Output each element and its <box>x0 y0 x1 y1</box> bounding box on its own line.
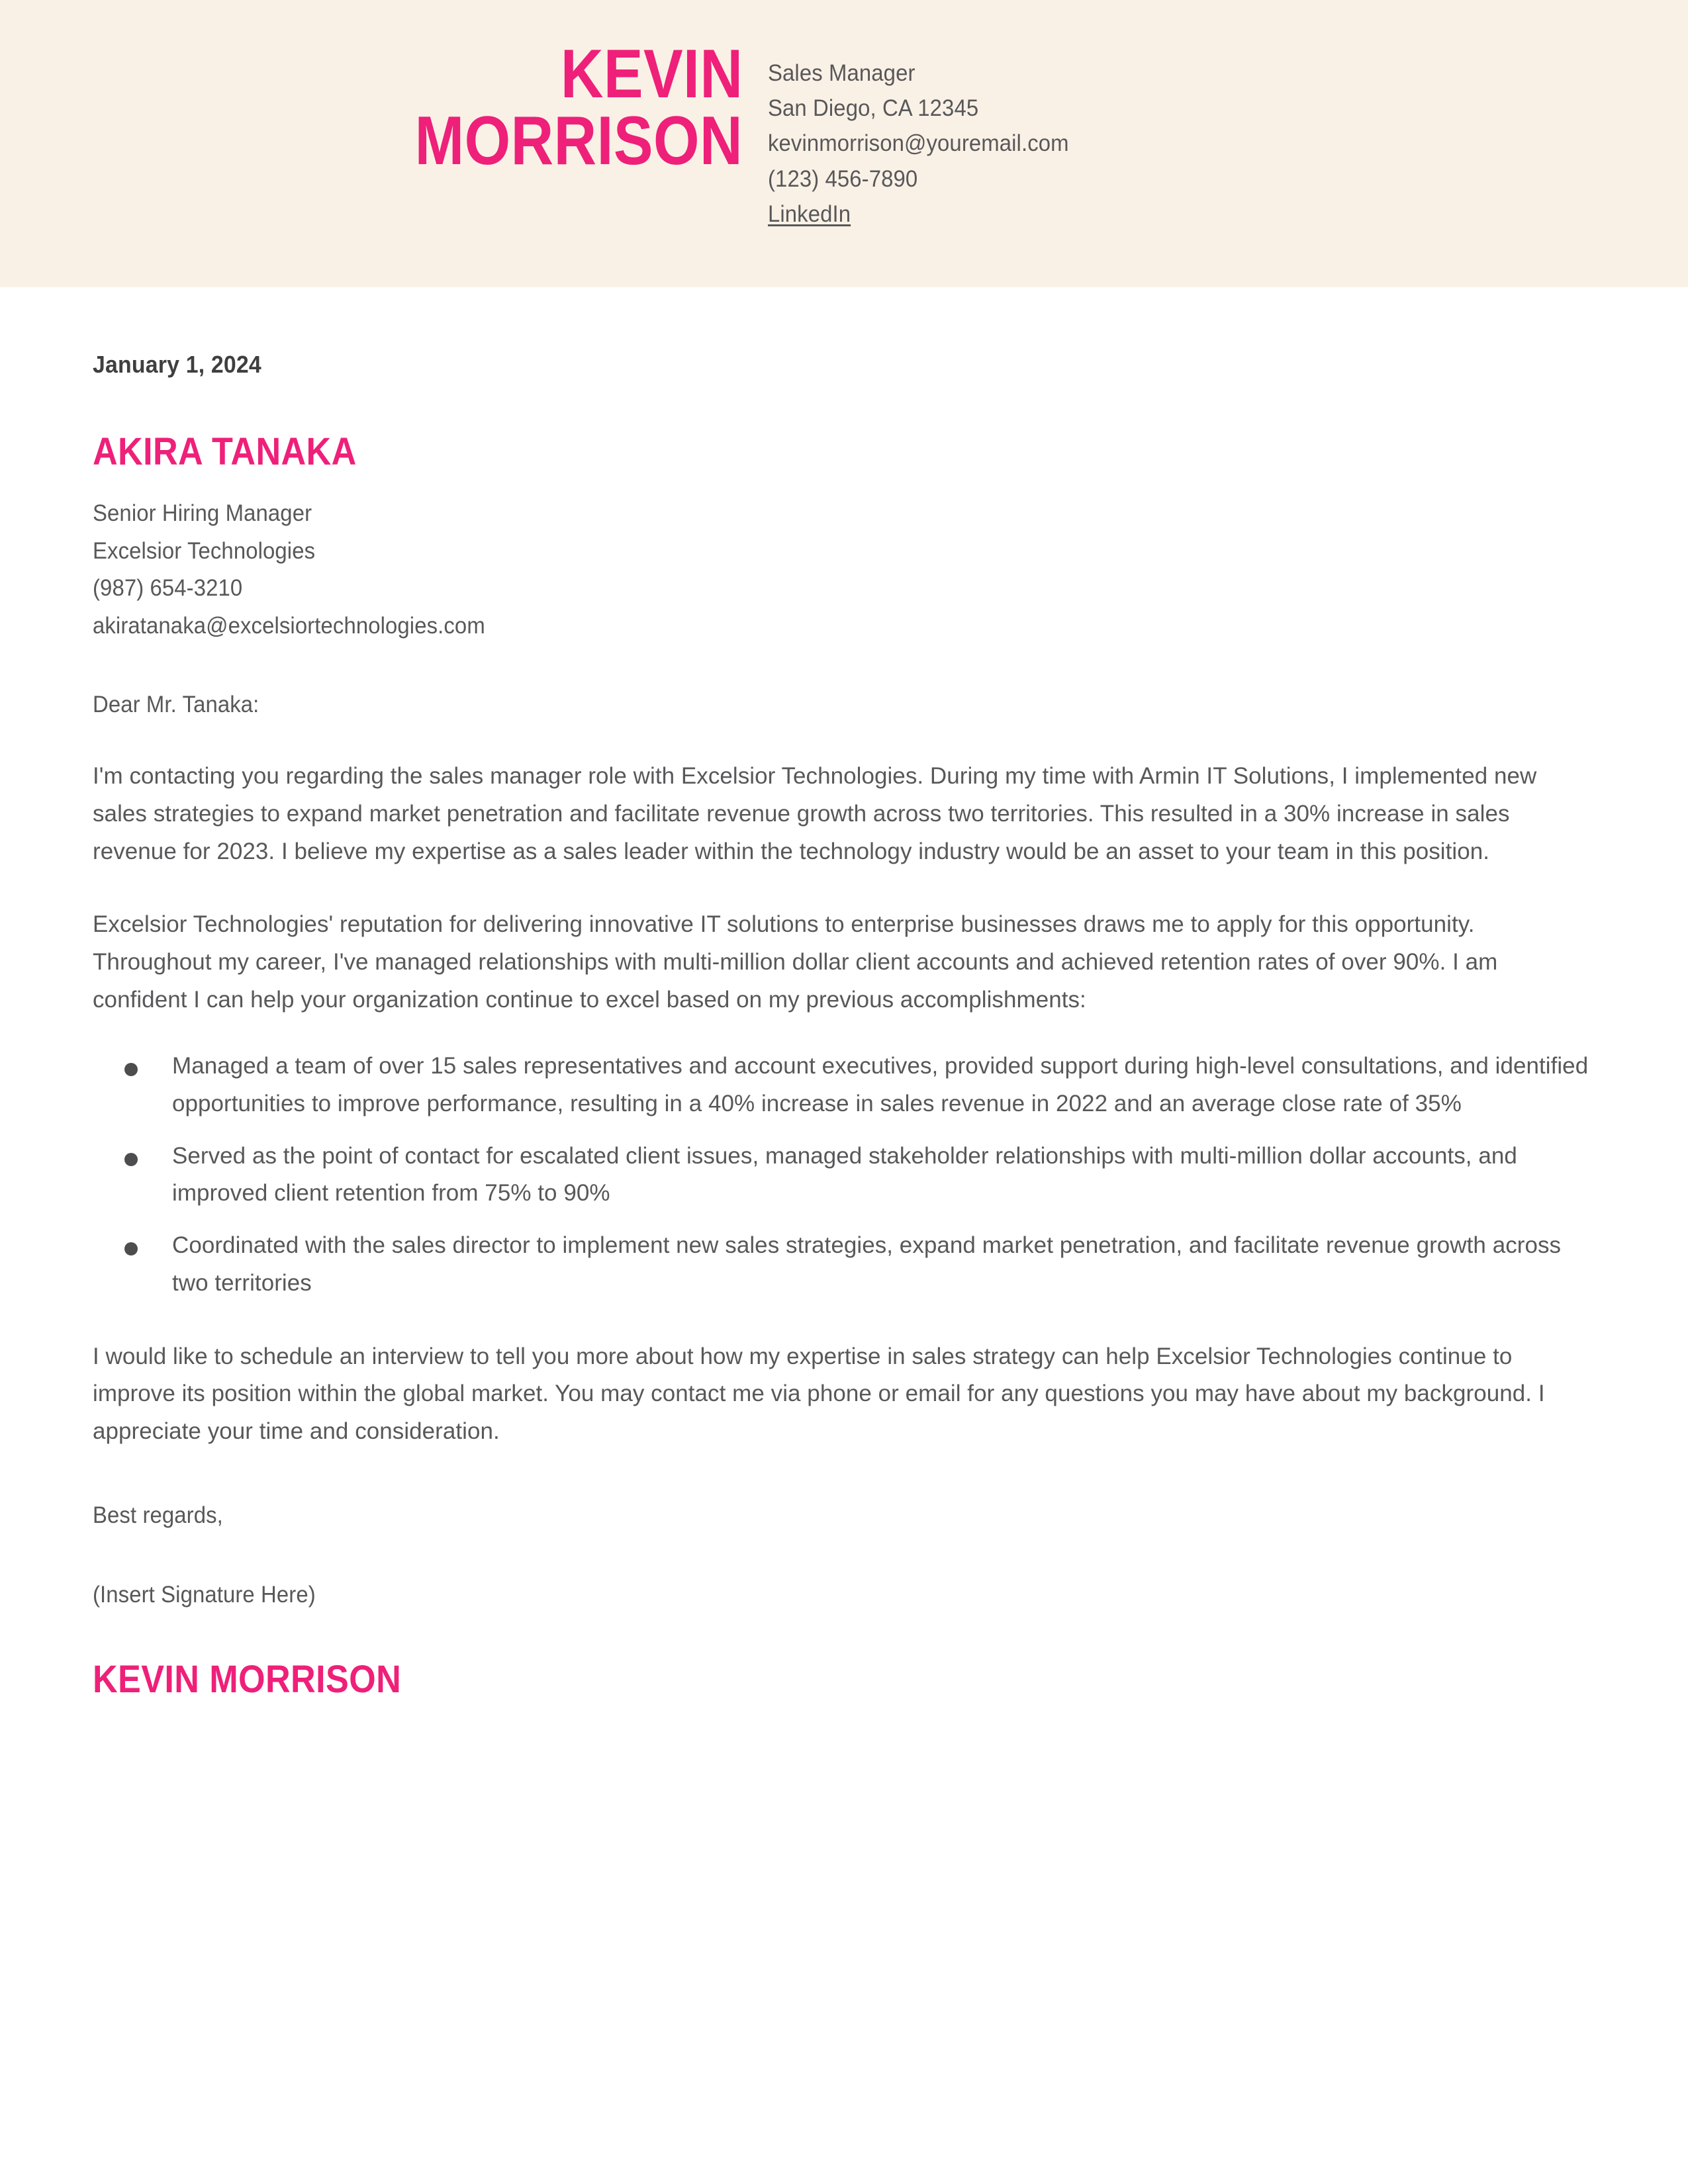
signature-name: KEVIN MORRISON <box>93 1657 402 1701</box>
recipient-phone: (987) 654-3210 <box>93 575 243 602</box>
letter-body <box>0 287 1688 1699</box>
bullet-dot-icon <box>124 1153 138 1166</box>
body-paragraph-3: I would like to schedule an interview to tell you more about how my expertise in sales strategy can help Excelsior Technologies continue to improve its position within the global market. You may contact me via phone or email for any questions you may have about my background. I appreciate your time and consideration. <box>93 1343 1545 1444</box>
linkedin-link[interactable]: LinkedIn <box>768 201 851 227</box>
bullet-dot-icon <box>124 1063 138 1076</box>
bullet-dot-icon <box>124 1242 138 1255</box>
salutation: Dear Mr. Tanaka: <box>93 691 259 717</box>
closing-salutation: Best regards, <box>93 1502 223 1528</box>
recipient-title: Senior Hiring Manager <box>93 500 312 526</box>
accomplishments-list <box>93 1048 1590 1302</box>
list-item <box>93 1138 1590 1212</box>
applicant-phone: (123) 456-7890 <box>768 165 918 192</box>
letter-header <box>0 0 1688 287</box>
applicant-location: San Diego, CA 12345 <box>768 95 979 122</box>
list-item <box>93 1227 1590 1302</box>
accomplishment-text: Managed a team of over 15 sales representatives and account executives, provided support during high-level consultations, and identified opportunities to improve performance, resulting in a 40% increase in sales revenue in 2022 and an average close rate of 35% <box>172 1053 1589 1117</box>
body-paragraph-1: I'm contacting you regarding the sales manager role with Excelsior Technologies. During my time with Armin IT Solutions, I implemented new sales strategies to expand market penetration and facilitate revenue growth across two territories. This resulted in a 30% increase in sales revenue for 2023. I believe my expertise as a sales leader within the technology industry would be an asset to your team in this position. <box>93 763 1537 864</box>
letter-date: January 1, 2024 <box>93 351 261 378</box>
recipient-email: akiratanaka@excelsiortechnologies.com <box>93 613 485 639</box>
signature-placeholder: (Insert Signature Here) <box>93 1582 316 1608</box>
recipient-company: Excelsior Technologies <box>93 537 316 564</box>
applicant-email: kevinmorrison@youremail.com <box>768 130 1069 157</box>
accomplishment-text: Coordinated with the sales director to implement new sales strategies, expand market penetration, and facilitate revenue growth across two territories <box>172 1232 1562 1296</box>
accomplishment-text: Served as the point of contact for escalated client issues, managed stakeholder relationships with multi-million dollar accounts, and improved client retention from 75% to 90% <box>172 1142 1517 1206</box>
applicant-job-title: Sales Manager <box>768 60 915 86</box>
applicant-name-block <box>0 36 768 179</box>
recipient-block <box>93 430 1590 645</box>
applicant-contact-block <box>768 41 1688 232</box>
list-item <box>93 1048 1590 1122</box>
body-paragraph-2: Excelsior Technologies' reputation for delivering innovative IT solutions to enterprise businesses draws me to apply for this opportunity. Throughout my career, I've managed relationships with multi-million dollar client accounts and achieved retention rates of over 90%. I am confident I can help your organization continue to excel based on my previous accomplishments: <box>93 911 1498 1013</box>
applicant-first-name: KEVIN <box>560 36 743 113</box>
recipient-name: AKIRA TANAKA <box>93 430 357 473</box>
applicant-last-name: MORRISON <box>414 102 743 179</box>
